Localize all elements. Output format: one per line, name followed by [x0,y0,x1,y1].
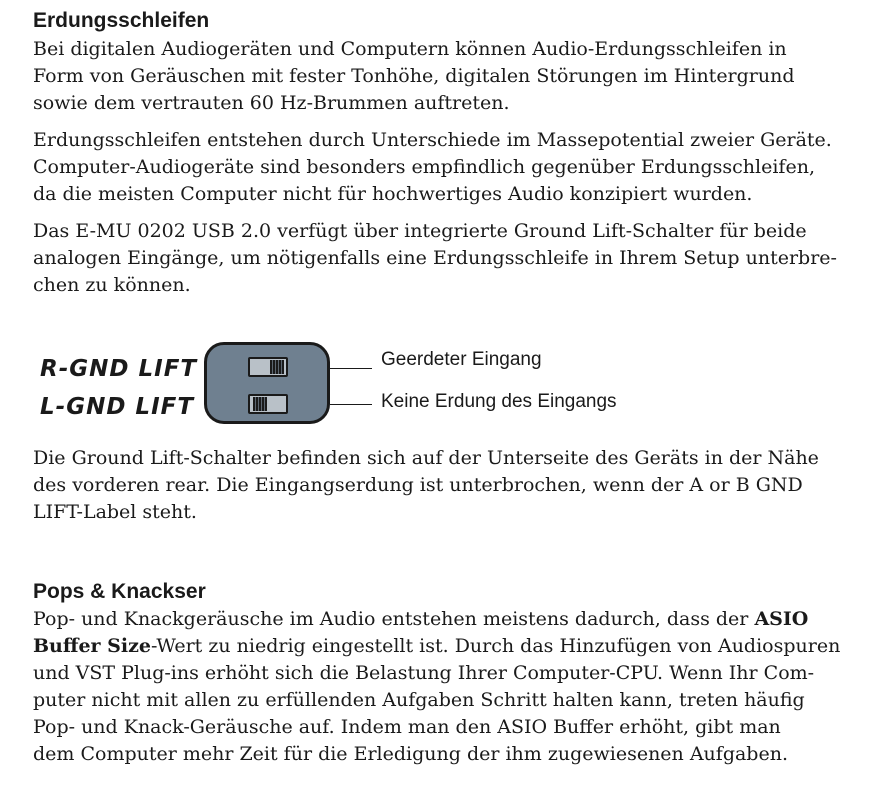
text-line [33,633,863,660]
text-line: Erdungsschleifen entstehen durch Unterschiede im Massepotential zweier Geräte. [33,129,832,151]
ground-lift-switch-panel [204,342,330,424]
text-line: LIFT-Label steht. [33,501,197,523]
text-line: Pop- und Knack-Geräusche auf. Indem man den ASIO Buffer erhöht, gibt man [33,716,781,738]
paragraph-ground-loops-intro [33,36,863,117]
paragraph-ground-lift-feature [33,218,863,299]
r-gnd-lift-label: R-GND LIFT [40,356,198,382]
bold-term-buffer-size: Buffer Size [33,635,151,657]
callout-grounded-input: Geerdeter Eingang [381,349,542,370]
text-line: Das E-MU 0202 USB 2.0 verfügt über integrierte Ground Lift-Schalter für beide [33,220,807,242]
text-line: chen zu können. [33,274,191,296]
text-line: Form von Geräuschen mit fester Tonhöhe, digitalen Störungen im Hintergrund [33,65,795,87]
l-gnd-lift-switch [248,394,288,414]
heading-pops-knackser: Pops & Knackser [33,580,206,603]
switch-knob-right [270,360,284,374]
text-line: puter nicht mit allen zu erfüllenden Aufgaben Schritt halten kann, treten häufig [33,689,805,711]
callout-line-bottom [330,404,372,405]
text-line [33,606,863,633]
heading-erdungsschleifen: Erdungsschleifen [33,9,210,32]
text-line: des vorderen rear. Die Eingangserdung ist unterbrochen, wenn der A or B GND [33,474,803,496]
paragraph-ground-loops-cause [33,127,863,208]
paragraph-pops-clicks [33,606,863,768]
switch-knob-left [253,397,267,411]
text-line: Bei digitalen Audiogeräten und Computern können Audio-Erdungsschleifen in [33,38,787,60]
text-line: analogen Eingänge, um nötigenfalls eine Erdungsschleife in Ihrem Setup unterbre- [33,247,837,269]
l-gnd-lift-label: L-GND LIFT [40,394,195,420]
text-run: -Wert zu niedrig eingestellt ist. Durch das Hinzufügen von Audiospuren [151,635,841,657]
r-gnd-lift-switch [248,357,288,377]
text-line: sowie dem vertrauten 60 Hz-Brummen auftreten. [33,92,510,114]
bold-term-asio: ASIO [754,608,809,630]
text-line: Computer-Audiogeräte sind besonders empfindlich gegenüber Erdungsschleifen, [33,156,815,178]
text-line: dem Computer mehr Zeit für die Erledigung der ihm zugewiesenen Aufgaben. [33,743,788,765]
text-run: Pop- und Knackgeräusche im Audio entstehen meistens dadurch, dass der [33,608,755,630]
paragraph-switch-location [33,445,863,526]
callout-line-top [330,368,372,369]
text-line: und VST Plug-ins erhöht sich die Belastung Ihrer Computer-CPU. Wenn Ihr Com- [33,662,815,684]
callout-ungrounded-input: Keine Erdung des Eingangs [381,391,617,412]
text-line: da die meisten Computer nicht für hochwertiges Audio konzipiert wurden. [33,183,753,205]
text-line: Die Ground Lift-Schalter befinden sich auf der Unterseite des Geräts in der Nähe [33,447,819,469]
